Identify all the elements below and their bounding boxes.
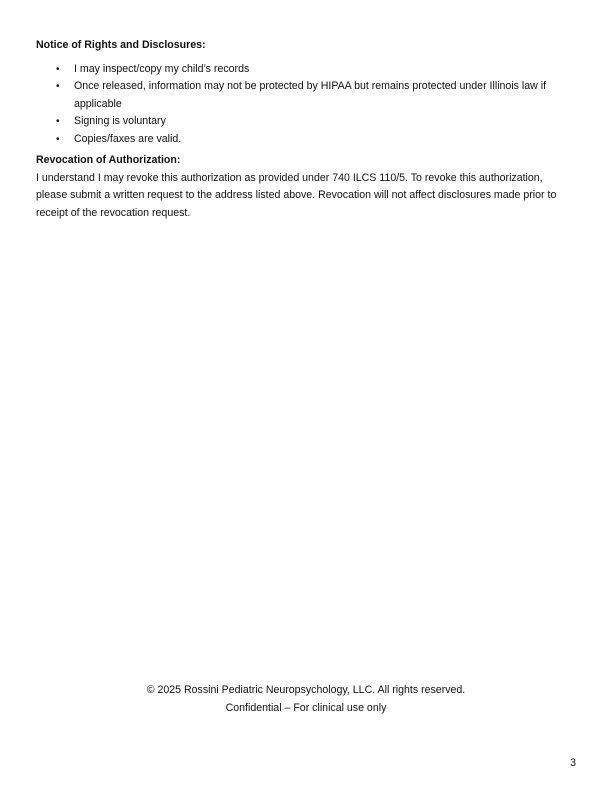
list-item: [36, 61, 576, 79]
bullet-icon: •: [56, 116, 60, 127]
list-item-text: Signing is voluntary: [74, 115, 166, 127]
bullet-icon: •: [56, 133, 60, 145]
page-number: 3: [570, 757, 576, 769]
copyright-notice: © 2025 Rossini Pediatric Neuropsychology, LLC. All rights reserved.: [146, 684, 466, 696]
list-item: [36, 113, 576, 131]
list-item: [36, 78, 576, 113]
notice-heading: Notice of Rights and Disclosures:: [36, 39, 206, 51]
revocation-heading: Revocation of Authorization:: [36, 154, 181, 166]
list-item-text: I may inspect/copy my child’s records: [74, 62, 250, 75]
notice-list: [36, 61, 576, 149]
bullet-icon: •: [56, 81, 60, 92]
revocation-body: I understand I may revoke this authorization as provided under 740 ILCS 110/5. To revoke this authorization, please submit a written request to the address listed above. Revocation will not affect disclosures made prior to receipt of the revocation request.: [36, 171, 557, 219]
list-item-text: Copies/faxes are valid.: [74, 132, 182, 145]
page-footer: [0, 682, 612, 717]
document-body: [36, 37, 576, 222]
bullet-icon: •: [56, 63, 60, 75]
list-item-text: Once released, information may not be protected by HIPAA but remains protected under Illinois law if applicable: [74, 80, 547, 110]
confidential-notice: Confidential – For clinical use only: [225, 701, 387, 714]
list-item: [36, 131, 576, 149]
